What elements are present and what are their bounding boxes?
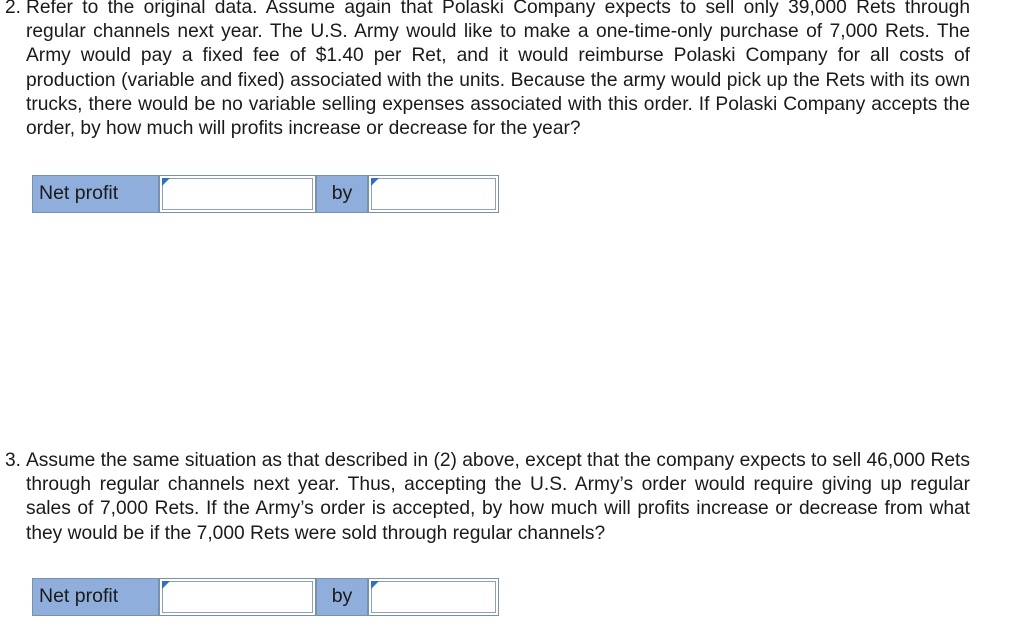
net-profit-label: Net profit xyxy=(32,175,159,213)
dropdown-corner-icon xyxy=(371,178,379,186)
question-3 xyxy=(5,449,970,546)
dropdown-corner-icon xyxy=(162,178,170,186)
profit-amount-input[interactable] xyxy=(368,175,499,213)
dropdown-corner-icon xyxy=(371,581,379,589)
profit-change-dropdown[interactable] xyxy=(159,578,316,616)
dropdown-corner-icon xyxy=(162,581,170,589)
question-2-number: 2. xyxy=(5,0,22,18)
question-3-text: Assume the same situation as that described in (2) above, except that the company expects to sell 46,000 Rets through regular channels next year. Thus, accepting the U.S. Army’s order would require giving up regular sales of 7,000 Rets. If the Army’s order is accepted, by how much will profits increase or decrease from what they would be if the 7,000 Rets were sold through regular channels? xyxy=(26,450,970,544)
question-2 xyxy=(5,0,970,141)
profit-change-dropdown-frame xyxy=(162,178,313,210)
question-2-text: Refer to the original data. Assume again that Polaski Company expects to sell only 39,000 Rets through regular channels next year. The U.S. Army would like to make a one-time-only purchase of 7,000 Rets. The Army would pay a fixed fee of $1.40 per Ret, and it would reimburse Polaski Company for all costs of production (variable and fixed) associated with the units. Because the army would pick up the Rets with its own trucks, there would be no variable selling expenses associated with this order. If Polaski Company accepts the order, by how much will profits increase or decrease for the year? xyxy=(26,0,970,140)
by-label: by xyxy=(316,578,368,616)
profit-amount-input-frame xyxy=(371,178,496,210)
question-3-number: 3. xyxy=(5,450,22,471)
profit-amount-input-frame xyxy=(371,581,496,613)
net-profit-label: Net profit xyxy=(32,578,159,616)
by-label: by xyxy=(316,175,368,213)
profit-change-dropdown[interactable] xyxy=(159,175,316,213)
profit-change-dropdown-frame xyxy=(162,581,313,613)
question-3-answer-row xyxy=(32,578,499,616)
question-2-answer-row xyxy=(32,175,499,213)
profit-amount-input[interactable] xyxy=(368,578,499,616)
